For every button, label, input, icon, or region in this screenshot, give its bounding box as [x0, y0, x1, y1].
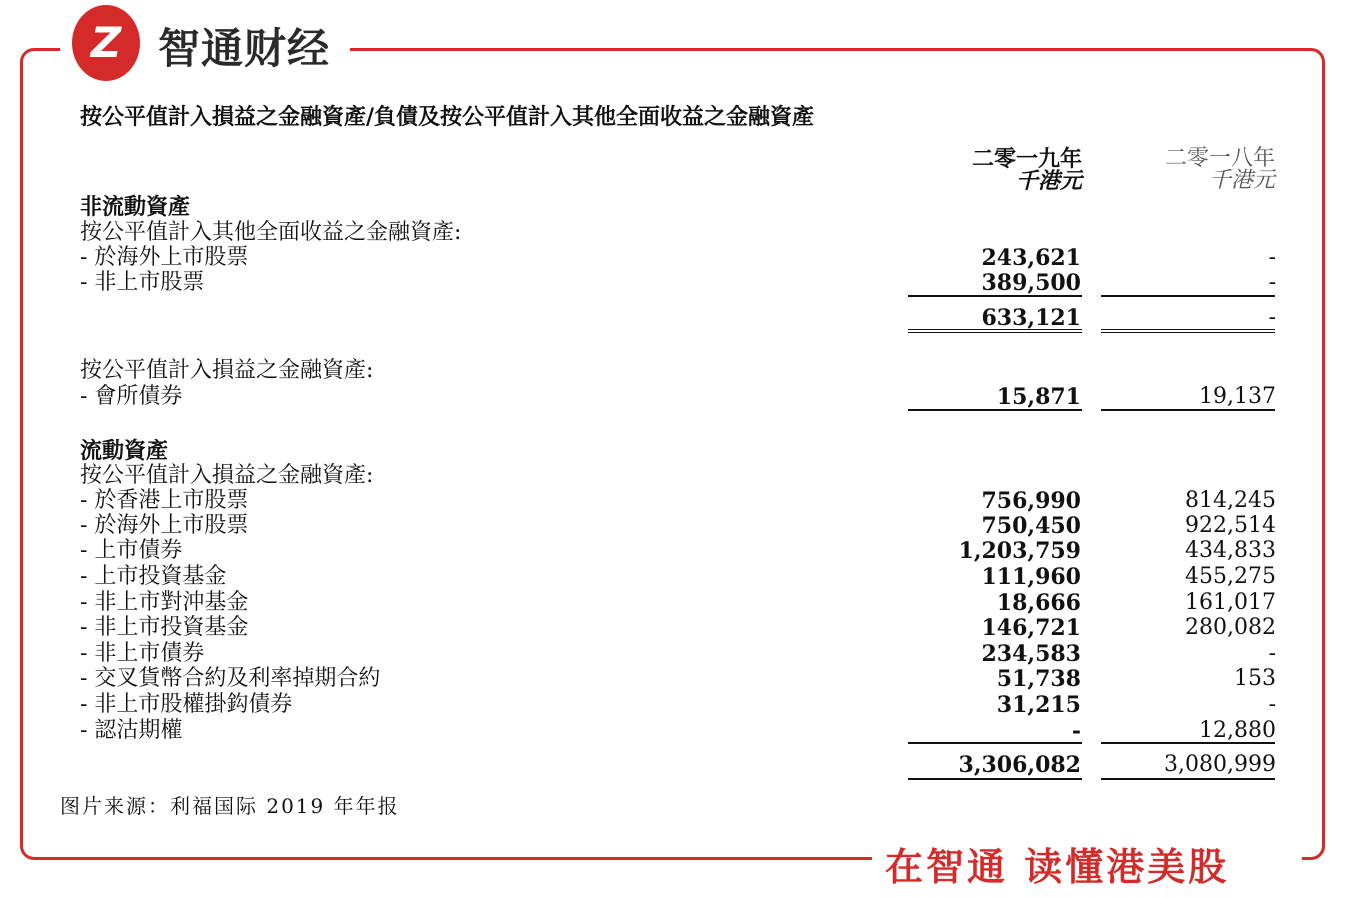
row-label: - 上市債券 — [80, 538, 183, 563]
subtotal-rule — [1101, 409, 1275, 411]
row-label: 非流動資產 — [80, 194, 191, 220]
column-header-2018 — [1165, 148, 1275, 192]
table-title: 按公平值計入損益之金融資產/負債及按公平值計入其他全面收益之金融資產 — [80, 104, 815, 130]
value-2019: 756,990 — [981, 488, 1081, 514]
table-row — [80, 513, 1276, 539]
column-year: 二零一九年 — [971, 146, 1082, 172]
column-header-2019 — [972, 148, 1082, 192]
value-2018: - — [1268, 270, 1276, 295]
row-label: - 非上市股票 — [80, 270, 205, 295]
table-row — [80, 194, 1276, 220]
table-row — [80, 384, 1276, 410]
row-label: 按公平值計入損益之金融資產: — [80, 358, 374, 383]
table-row — [80, 270, 1276, 296]
row-label: - 非上市投資基金 — [80, 615, 249, 640]
table-row — [80, 666, 1276, 692]
table-row — [80, 641, 1276, 667]
value-2019: 146,721 — [981, 615, 1081, 641]
row-label: 按公平值計入損益之金融資產: — [80, 463, 374, 488]
table-row — [80, 752, 1276, 778]
row-label: - 於海外上市股票 — [80, 513, 249, 538]
value-2019: - — [1071, 718, 1081, 744]
row-label: - 非上市股權掛鈎債券 — [80, 692, 293, 717]
value-2019: 51,738 — [996, 666, 1081, 692]
source-note: 图片来源：利福国际 2019 年年报 — [60, 794, 400, 818]
subtotal-rule — [1101, 742, 1275, 744]
total-rule — [1101, 778, 1275, 780]
value-2019: 111,960 — [981, 564, 1081, 590]
brand-logo-icon: Z — [72, 5, 140, 81]
subtotal-rule — [908, 742, 1082, 744]
value-2018: 434,833 — [1185, 538, 1276, 563]
row-label: 流動資產 — [80, 438, 169, 464]
table-row — [80, 358, 1276, 384]
value-2018: 153 — [1234, 666, 1276, 691]
value-2018: 280,082 — [1185, 615, 1276, 640]
value-2018: 814,245 — [1185, 488, 1276, 513]
value-2019: 1,203,759 — [958, 538, 1081, 564]
value-2018: 12,880 — [1199, 718, 1276, 743]
value-2018: 3,080,999 — [1164, 752, 1276, 777]
subtotal-rule — [908, 295, 1082, 297]
value-2018: - — [1268, 641, 1276, 666]
table-row — [80, 590, 1276, 616]
table-row — [80, 718, 1276, 744]
table-row — [80, 564, 1276, 590]
table-row — [80, 438, 1276, 464]
row-label: - 會所債券 — [80, 384, 183, 409]
value-2018: - — [1268, 305, 1276, 330]
row-label: - 交叉貨幣合約及利率掉期合約 — [80, 666, 381, 691]
table-row — [80, 220, 1276, 246]
value-2019: 633,121 — [981, 305, 1081, 331]
value-2018: 19,137 — [1199, 384, 1276, 409]
column-unit: 千港元 — [1015, 168, 1082, 194]
row-label: - 上市投資基金 — [80, 564, 227, 589]
table-row — [80, 615, 1276, 641]
value-2018: 922,514 — [1185, 513, 1276, 538]
value-2018: - — [1268, 245, 1276, 270]
value-2018: 161,017 — [1185, 590, 1276, 615]
table-row — [80, 463, 1276, 489]
value-2018: 455,275 — [1185, 564, 1276, 589]
table-row — [80, 538, 1276, 564]
row-label: - 非上市債券 — [80, 641, 205, 666]
value-2019: 15,871 — [996, 384, 1081, 410]
value-2019: 750,450 — [981, 513, 1081, 539]
row-label: - 認沽期權 — [80, 718, 183, 743]
row-label: - 非上市對沖基金 — [80, 590, 249, 615]
brand-name: 智通财经 — [158, 24, 331, 73]
row-label: - 於香港上市股票 — [80, 488, 249, 513]
slogan: 在智通 读懂港美股 — [885, 845, 1230, 889]
value-2019: 389,500 — [981, 270, 1081, 296]
value-2019: 31,215 — [996, 692, 1081, 718]
table-row — [80, 305, 1276, 331]
value-2019: 243,621 — [981, 245, 1081, 271]
value-2019: 18,666 — [996, 590, 1081, 616]
column-year: 二零一八年 — [1164, 146, 1275, 171]
total-double-rule — [908, 329, 1082, 333]
subtotal-rule — [908, 409, 1082, 411]
total-double-rule — [1101, 329, 1275, 333]
value-2018: - — [1268, 692, 1276, 717]
column-unit: 千港元 — [1208, 168, 1275, 193]
total-rule — [908, 778, 1082, 780]
table-row — [80, 692, 1276, 718]
subtotal-rule — [1101, 295, 1275, 297]
table-row — [80, 245, 1276, 271]
row-label: - 於海外上市股票 — [80, 245, 249, 270]
table-row — [80, 488, 1276, 514]
row-label: 按公平值計入其他全面收益之金融資產: — [80, 220, 462, 245]
value-2019: 234,583 — [981, 641, 1081, 667]
value-2019: 3,306,082 — [958, 752, 1081, 778]
